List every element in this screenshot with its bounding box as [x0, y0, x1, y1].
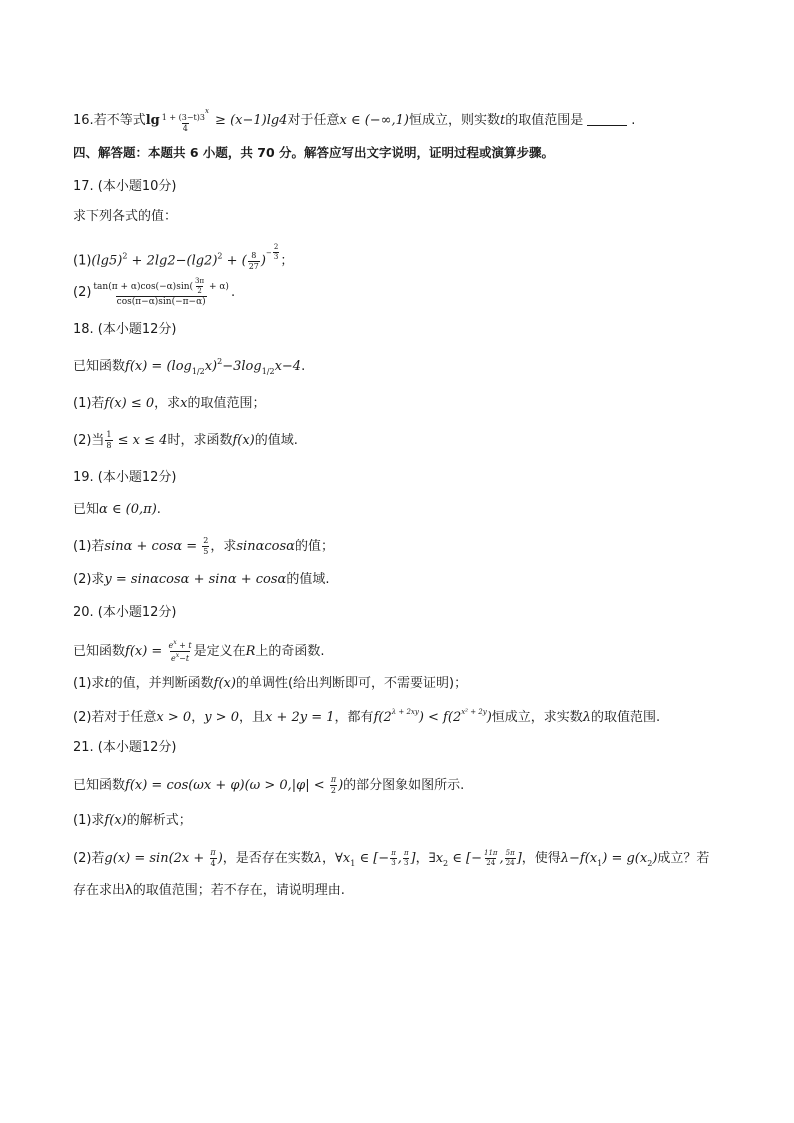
math: ]: [516, 851, 522, 866]
q16-ineq: ≥ (x−1)lg4: [210, 113, 288, 128]
part-label: (1): [73, 253, 92, 269]
subscript: 2: [647, 859, 653, 868]
math: y > 0: [204, 710, 239, 725]
text: 的单调性(给出判断即可，不需要证明)；: [235, 676, 468, 691]
q20-header-text: 20. (本小题12分): [73, 605, 177, 620]
text: 时，求函数: [167, 433, 233, 448]
q19-header-text: 19. (本小题12分): [73, 470, 177, 485]
q16-frac-num: 1 + (3−t)3: [161, 113, 205, 122]
fraction: [390, 850, 397, 867]
frac-num: 1: [106, 430, 112, 439]
math: ]: [410, 851, 416, 866]
punct: .: [230, 285, 236, 300]
subscript: 1: [350, 859, 356, 868]
q16-cond: x ∈ (−∞,1): [339, 113, 409, 128]
frac-den: 3: [404, 859, 409, 867]
text: 已知函数: [73, 359, 126, 374]
math: ): [217, 851, 223, 866]
math: + (: [222, 253, 247, 269]
frac-num-text: tan(π + α)cos(−α)sin(: [93, 282, 194, 292]
frac-num: 8: [251, 250, 257, 260]
text: 上的奇函数.: [255, 644, 325, 659]
subscript: 1: [597, 859, 603, 868]
q16-end: .: [631, 113, 636, 128]
part-label: (1)若: [73, 539, 105, 554]
text: ，求: [154, 396, 181, 411]
frac-den: 4: [210, 859, 216, 868]
q19-part2: [73, 573, 329, 586]
log-base: 1/2: [261, 367, 275, 376]
q20-intro: [73, 640, 325, 663]
frac-num: + t: [176, 641, 192, 650]
log-base: 1/2: [191, 367, 205, 376]
q19-intro: [73, 503, 161, 516]
part-label: (2)若: [73, 851, 105, 866]
exponent: x: [173, 639, 177, 646]
text: 已知函数: [73, 778, 126, 793]
text: 已知: [73, 502, 100, 517]
q17-part2: [73, 278, 235, 307]
q20-header: [73, 606, 177, 619]
frac-den: 8: [106, 441, 112, 450]
frac-num: e: [168, 641, 174, 650]
fraction: [505, 850, 516, 867]
math: −3log: [222, 359, 262, 374]
math: ,: [499, 851, 504, 866]
math: sinα + cosα =: [104, 539, 202, 554]
punct: ；: [280, 253, 294, 269]
fraction: [248, 252, 260, 271]
text: 成立？若: [657, 851, 710, 866]
frac-num: π: [403, 849, 409, 857]
math: ): [260, 253, 266, 269]
q21-part2-cont: [73, 884, 345, 897]
frac-den: 27: [248, 261, 259, 271]
text: 存在求出λ的取值范围；若不存在，请说明理由.: [73, 883, 345, 898]
math: ∃x: [428, 851, 444, 866]
text: 的值域.: [286, 572, 330, 587]
q21-part1: [73, 814, 192, 827]
q18-header: [73, 323, 177, 336]
frac-num: 11π: [483, 849, 498, 857]
text: ，: [322, 851, 336, 866]
text: 的取值范围；: [187, 396, 266, 411]
math: f(2: [373, 710, 392, 725]
math: f(x): [104, 813, 127, 828]
math: x): [204, 359, 218, 374]
math: x−4: [274, 359, 302, 374]
punct: .: [301, 359, 306, 374]
math: ∈ [−: [448, 851, 482, 866]
exponent: 2: [217, 251, 223, 261]
frac-num: 5π: [505, 849, 515, 857]
math: x > 0: [156, 710, 192, 725]
text: ，求: [210, 539, 237, 554]
text: 的值，并判断函数: [109, 676, 214, 691]
math: f(x) ≤ 0: [104, 396, 155, 411]
math: f(x) =: [125, 644, 167, 659]
frac-num: 3π: [195, 277, 205, 285]
fraction: [330, 776, 337, 795]
q19-part1: [73, 537, 334, 556]
exponent: x² + 2y: [461, 708, 487, 716]
part-label: (1)求: [73, 676, 105, 691]
math: (lg5): [91, 253, 123, 269]
frac-den: 3: [391, 859, 396, 867]
part-label: (2)若对于任意: [73, 710, 157, 725]
exponent: x: [175, 652, 180, 659]
part-label: (2): [73, 285, 92, 300]
q18-part2: [73, 431, 298, 450]
frac-den: −t: [179, 654, 190, 663]
math: ,: [397, 851, 402, 866]
answer-blank[interactable]: [587, 113, 627, 126]
math: f(x) = cos(ωx + φ)(ω > 0,|φ| <: [125, 778, 329, 793]
math: ): [486, 710, 492, 725]
q16-text: 恒成立，则实数: [408, 113, 500, 128]
q16-text: 对于任意: [287, 113, 340, 128]
q21-header-text: 21. (本小题12分): [73, 740, 177, 755]
math: y = sinαcosα + sinα + cosα: [104, 572, 287, 587]
frac-num: π: [391, 849, 396, 857]
q17-part1: [73, 244, 293, 271]
q21-intro: [73, 776, 464, 795]
math: ): [338, 778, 344, 793]
math: t: [104, 676, 110, 691]
frac-den: 2: [330, 786, 336, 795]
q16-fraction: [161, 108, 210, 133]
text: 的取值范围.: [591, 710, 661, 725]
math: α ∈ (0,π): [99, 502, 157, 517]
part-label: (1)求: [73, 813, 105, 828]
math: ∀x: [335, 851, 351, 866]
q18-part1: [73, 397, 266, 410]
q20-part2: [73, 709, 660, 724]
fraction: [202, 537, 209, 556]
punct: .: [156, 502, 161, 517]
math: λ: [313, 851, 323, 866]
frac-num: π: [330, 775, 337, 784]
fraction: [167, 640, 192, 663]
fraction: [209, 849, 216, 868]
math: f(x) = (log: [125, 359, 192, 374]
q20-part1: [73, 677, 467, 690]
math: ≤ x ≤ 4: [113, 433, 168, 448]
text: 是定义在: [193, 644, 246, 659]
text: ，都有: [334, 710, 374, 725]
q16-frac-den: 4: [182, 124, 188, 133]
text: 的解析式；: [126, 813, 192, 828]
part-label: (1)若: [73, 396, 105, 411]
math: ): [652, 851, 658, 866]
math: ) < f(2: [418, 710, 462, 725]
q18-header-text: 18. (本小题12分): [73, 322, 177, 337]
frac-den: 24: [505, 859, 515, 867]
text: 的部分图象如图所示.: [343, 778, 465, 793]
exponent: 2: [217, 357, 223, 366]
frac-den: 5: [203, 547, 209, 556]
frac-den: 24: [486, 859, 496, 867]
math: f(x): [232, 433, 255, 448]
frac-den: 3: [273, 253, 279, 261]
frac-num: 2: [273, 243, 279, 251]
q16-number: 16.: [73, 113, 94, 128]
text: 的值域.: [254, 433, 298, 448]
section-heading: [73, 147, 554, 160]
math: sinαcosα: [236, 539, 295, 554]
text: ，: [191, 710, 205, 725]
fraction: [105, 431, 112, 450]
part-label: (2)求: [73, 572, 105, 587]
q19-header: [73, 471, 177, 484]
math: ∈ [−: [355, 851, 390, 866]
q21-part2: [73, 849, 709, 868]
math: f(x): [213, 676, 236, 691]
q16-text: 的取值范围是: [505, 113, 584, 128]
exponent: 2: [122, 251, 128, 261]
math: g(x) = sin(2x +: [104, 851, 209, 866]
frac-num-text: + α): [206, 282, 229, 292]
math: x: [180, 396, 188, 411]
q16-var: t: [499, 113, 506, 128]
q16-text: 若不等式: [93, 113, 146, 128]
q18-intro: [73, 358, 305, 376]
exponent: λ + 2xy: [391, 708, 419, 716]
subscript: 2: [443, 859, 449, 868]
math: λ−f(x: [560, 851, 598, 866]
q21-header: [73, 741, 177, 754]
frac-den: 2: [197, 287, 202, 295]
math: x + 2y = 1: [265, 710, 335, 725]
section-heading-text: 四、解答题：本题共 6 小题，共 70 分。解答应写出文字说明，证明过程或演算步骤。: [73, 145, 555, 160]
q17-header-text: 17. (本小题10分): [73, 179, 177, 194]
q17-header: [73, 180, 177, 193]
q16-lg: lg: [145, 113, 160, 128]
sign: −: [265, 248, 272, 257]
q17-prompt: [73, 210, 177, 223]
text: 恒成立，求实数: [491, 710, 583, 725]
q17-prompt-text: 求下列各式的值：: [73, 209, 178, 224]
frac-den: cos(π−α)sin(−π−α): [116, 297, 206, 307]
exponent-fraction: [265, 243, 280, 261]
text: ，使得: [521, 851, 561, 866]
q16-line: [73, 108, 635, 133]
math: ) = g(x: [602, 851, 648, 866]
frac-den: e: [171, 654, 176, 663]
text: ，: [415, 851, 429, 866]
math: + 2lg2−(lg2): [127, 253, 218, 269]
frac-num: 2: [203, 536, 209, 545]
text: ，是否存在实数: [222, 851, 314, 866]
part-label: (2)当: [73, 433, 105, 448]
fraction: [403, 850, 410, 867]
math: R: [245, 644, 256, 659]
text: 已知函数: [73, 644, 126, 659]
fraction: [483, 850, 499, 867]
frac-num: π: [210, 848, 216, 857]
text: ，且: [238, 710, 265, 725]
math: λ: [582, 710, 592, 725]
big-fraction: [92, 278, 230, 307]
q16-frac-exp: x: [204, 107, 209, 115]
text: 的值；: [294, 539, 334, 554]
